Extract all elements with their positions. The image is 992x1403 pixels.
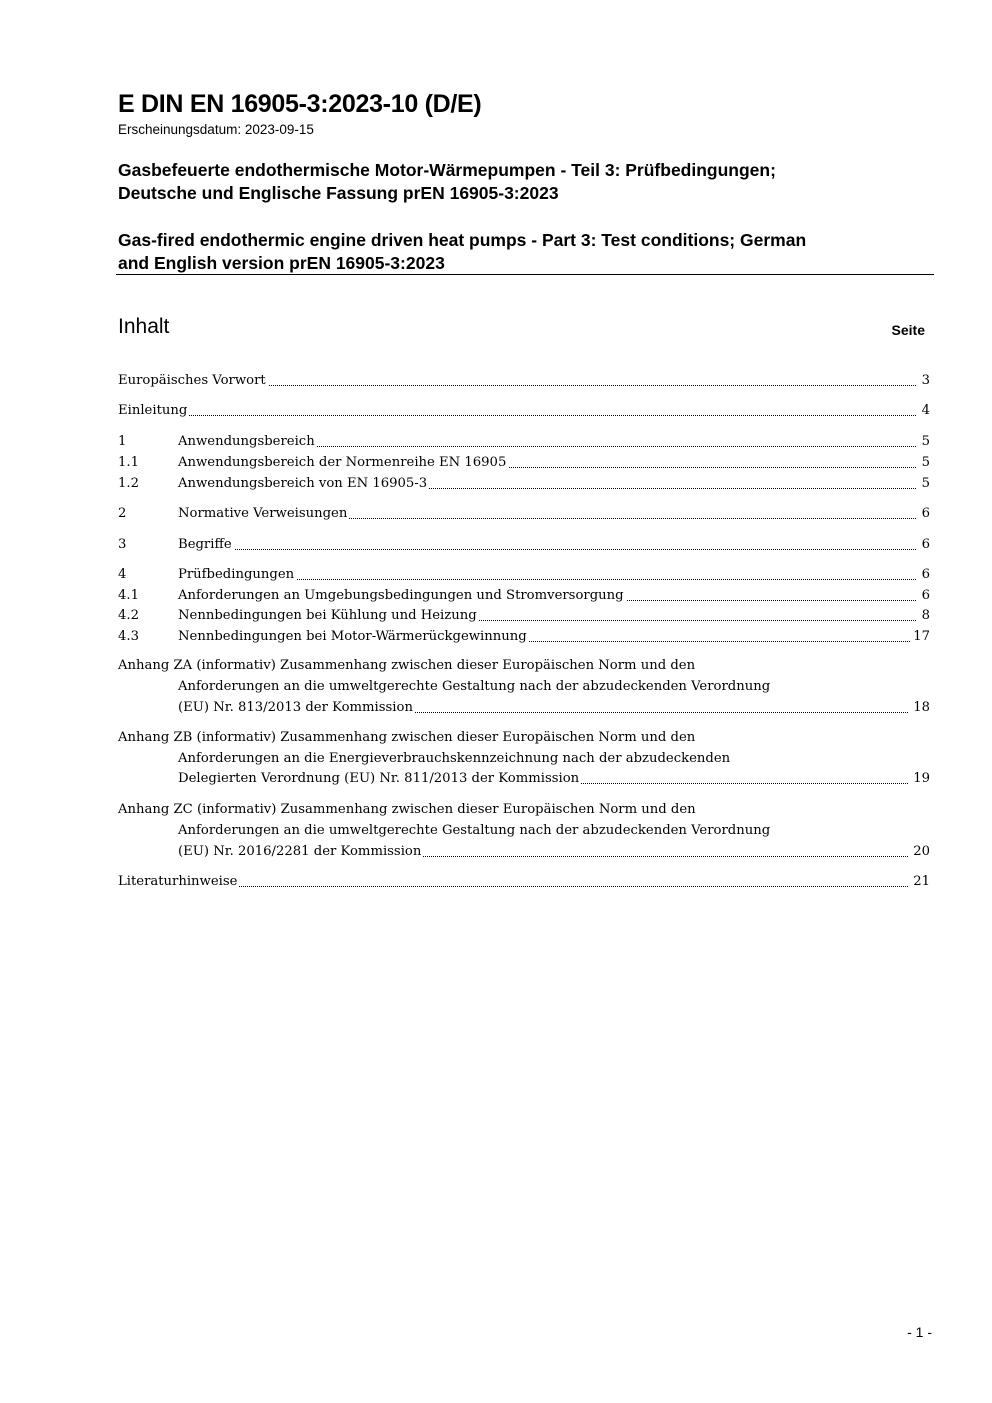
toc-entry-number: 3 <box>118 537 127 552</box>
toc-entry-page: 6 <box>920 504 930 524</box>
toc-entry-page: 8 <box>920 606 930 626</box>
toc-entry-page: 17 <box>911 627 930 647</box>
publication-date: Erscheinungsdatum: 2023-09-15 <box>118 122 314 137</box>
toc-annex-title-end: (EU) Nr. 813/2013 der Kommission <box>178 698 415 718</box>
toc-entry-title: Anwendungsbereich <box>178 434 315 449</box>
toc-annex-line1 <box>118 656 930 676</box>
toc-annex-title-end: Delegierten Verordnung (EU) Nr. 811/2013 der Kommission <box>178 769 581 789</box>
toc-entry[interactable] <box>118 432 930 452</box>
title-german-line2: Deutsche und Englische Fassung prEN 16905-3:2023 <box>118 183 559 203</box>
toc-annex-line3 <box>178 698 930 718</box>
toc-entry[interactable] <box>118 535 930 555</box>
toc-annex-line3 <box>178 769 930 789</box>
toc-entry[interactable] <box>118 453 930 473</box>
toc-annex-line2 <box>178 821 930 841</box>
toc-entry-page: 5 <box>920 453 930 473</box>
toc-entry[interactable] <box>118 504 930 524</box>
title-german <box>118 159 918 205</box>
toc-entry[interactable] <box>118 586 930 606</box>
toc-entry-page: 6 <box>920 535 930 555</box>
toc-entry-number: 1.2 <box>118 476 139 491</box>
toc-annex-line1 <box>118 800 930 820</box>
toc-entry-number: 1 <box>118 434 127 449</box>
toc-leader <box>118 415 916 416</box>
toc-entry-number: 4.2 <box>118 608 139 623</box>
title-english-line1: Gas-fired endothermic engine driven heat pumps - Part 3: Test conditions; German <box>118 230 807 250</box>
toc-annex-title: Anhang ZB (informativ) Zusammenhang zwischen dieser Europäischen Norm und den <box>118 728 697 748</box>
toc-entry-page: 3 <box>920 371 930 391</box>
toc-entry-title: Literaturhinweise <box>118 874 238 889</box>
toc-entry-title: Nennbedingungen bei Motor-Wärmerückgewinnung <box>178 629 527 644</box>
toc-entry-page: 6 <box>920 586 930 606</box>
toc-entry-number: 4 <box>118 567 127 582</box>
toc-heading: Inhalt <box>118 315 170 338</box>
header-divider <box>116 274 934 275</box>
toc-entry-page: 4 <box>920 401 930 421</box>
toc-entry-title: Anwendungsbereich der Normenreihe EN 16905 <box>178 455 507 470</box>
toc-entry[interactable] <box>118 565 930 585</box>
toc-annex-page: 20 <box>911 842 930 862</box>
toc-annex-title: Anhang ZC (informativ) Zusammenhang zwischen dieser Europäischen Norm und den <box>118 800 698 820</box>
toc-entry[interactable] <box>118 401 930 421</box>
toc-entry-number: 1.1 <box>118 455 139 470</box>
title-english-line2: and English version prEN 16905-3:2023 <box>118 253 445 273</box>
toc-entry[interactable] <box>118 606 930 626</box>
toc-annex-line2 <box>178 677 930 697</box>
toc-annex-page: 18 <box>911 698 930 718</box>
toc-entry-title: Anforderungen an Umgebungsbedingungen und Stromversorgung <box>178 588 624 603</box>
toc-annex-line2 <box>178 749 930 769</box>
toc-entry[interactable] <box>118 627 930 647</box>
toc-entry-title: Nennbedingungen bei Kühlung und Heizung <box>178 608 477 623</box>
toc-annex-title-cont: Anforderungen an die Energieverbrauchskennzeichnung nach der abzudeckenden <box>178 749 732 769</box>
toc-entry-title: Anwendungsbereich von EN 16905-3 <box>178 476 428 491</box>
toc-entry[interactable] <box>118 474 930 494</box>
toc-entry-bibliography[interactable] <box>118 872 930 892</box>
toc-entry[interactable] <box>118 371 930 391</box>
toc-entry-page: 5 <box>920 474 930 494</box>
toc-entry-page: 5 <box>920 432 930 452</box>
toc-annex-title: Anhang ZA (informativ) Zusammenhang zwischen dieser Europäischen Norm und den <box>118 656 697 676</box>
toc-entry-title: Begriffe <box>178 537 232 552</box>
toc-entry-title: Europäisches Vorwort <box>118 373 266 388</box>
toc-entry-number: 4.3 <box>118 629 139 644</box>
document-id: E DIN EN 16905-3:2023-10 (D/E) <box>118 90 482 118</box>
toc-entry-page: 6 <box>920 565 930 585</box>
toc-leader <box>118 549 916 550</box>
title-german-line1: Gasbefeuerte endothermische Motor-Wärmepumpen - Teil 3: Prüfbedingungen; <box>118 160 776 180</box>
toc-annex-title-cont: Anforderungen an die umweltgerechte Gestaltung nach der abzudeckenden Verordnung <box>178 677 772 697</box>
toc-annex-line1 <box>118 728 930 748</box>
toc-entry-number: 2 <box>118 506 127 521</box>
toc-annex-page: 19 <box>911 769 930 789</box>
toc-annex-line3 <box>178 842 930 862</box>
toc-annex-title-cont: Anforderungen an die umweltgerechte Gestaltung nach der abzudeckenden Verordnung <box>178 821 772 841</box>
toc-entry-title: Prüfbedingungen <box>178 567 295 582</box>
toc-annex-title-end: (EU) Nr. 2016/2281 der Kommission <box>178 842 423 862</box>
title-english <box>118 229 918 275</box>
toc-entry-title: Normative Verweisungen <box>178 506 348 521</box>
footer-page-number: - 1 - <box>907 1324 932 1340</box>
toc-entry-number: 4.1 <box>118 588 139 603</box>
toc-page-column-label: Seite <box>891 322 925 338</box>
toc-entry-title: Einleitung <box>118 403 188 418</box>
toc-entry-page: 21 <box>911 872 930 892</box>
